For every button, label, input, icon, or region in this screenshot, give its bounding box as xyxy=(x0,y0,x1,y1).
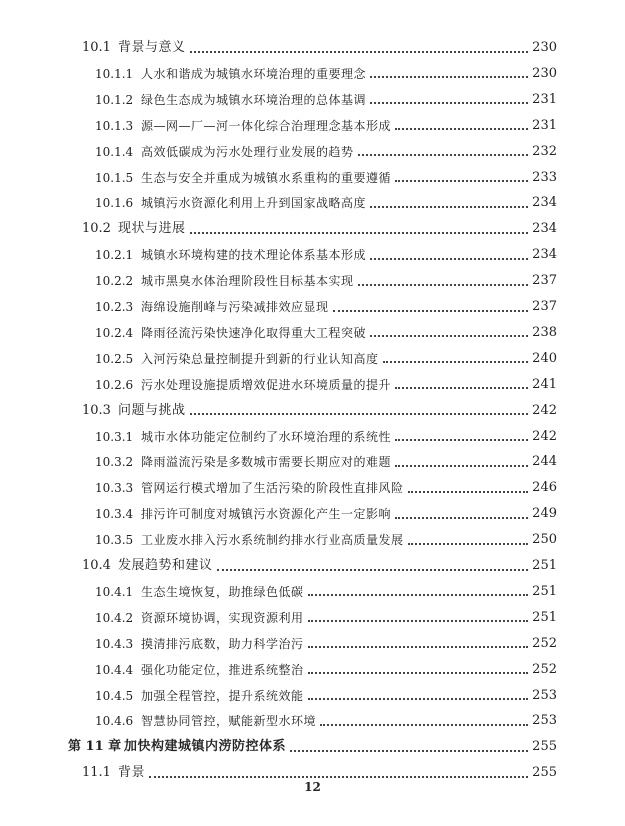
dot-leader xyxy=(358,153,529,156)
toc-entry-number: 10.2.3 xyxy=(95,300,134,314)
toc-entry-title: 人水和谐成为城镇水环境治理的重要理念 xyxy=(141,66,367,81)
toc-entry-number: 10.3 xyxy=(82,402,111,418)
toc-entry-title: 城市黑臭水体治理阶段性目标基本实现 xyxy=(141,274,354,289)
toc-entry-number: 10.4.6 xyxy=(95,714,134,729)
toc-entry-number: 11.1 xyxy=(82,765,111,781)
toc-entry-title: 生态生境恢复，助推绿色低碳 xyxy=(141,584,304,599)
toc-entry-page: 234 xyxy=(532,195,557,211)
toc-entry-number: 10.3.5 xyxy=(95,533,134,548)
toc-entry-title: 加强全程管控，提升系统效能 xyxy=(141,688,304,703)
toc-entry-section[interactable] xyxy=(82,37,557,59)
toc-entry-page: 231 xyxy=(532,91,557,107)
toc-entry-number: 10.4.1 xyxy=(95,584,134,599)
toc-entry-sub[interactable] xyxy=(95,633,557,655)
dot-leader xyxy=(149,775,528,778)
toc-entry-title: 城市水体功能定位制约了水环境治理的系统性 xyxy=(141,429,392,444)
toc-entry-sub[interactable] xyxy=(95,581,557,603)
toc-entry-number: 10.3.3 xyxy=(95,481,134,496)
dot-leader xyxy=(395,516,528,519)
toc-entry-title: 污水处理设施提质增效促进水环境质量的提升 xyxy=(141,377,392,392)
toc-entry-number: 10.4.2 xyxy=(95,610,134,625)
toc-entry-number: 10.2.1 xyxy=(95,248,134,263)
dot-leader xyxy=(358,283,529,286)
toc-entry-sub[interactable] xyxy=(95,63,557,85)
dot-leader xyxy=(408,542,529,545)
toc-entry-sub[interactable] xyxy=(95,659,557,681)
toc-entry-title: 排污许可制度对城镇污水资源化产生一定影响 xyxy=(141,507,392,522)
dot-leader xyxy=(333,309,529,312)
toc-entry-sub[interactable] xyxy=(95,115,557,137)
dot-leader xyxy=(308,593,529,596)
toc-entry-sub[interactable] xyxy=(95,296,557,318)
toc-entry-page: 249 xyxy=(532,506,557,522)
toc-entry-title: 高效低碳成为污水处理行业发展的趋势 xyxy=(141,144,354,159)
toc-entry-page: 244 xyxy=(532,454,557,470)
dot-leader xyxy=(395,127,528,130)
dot-leader xyxy=(217,568,529,571)
toc-entry-page: 252 xyxy=(532,661,557,677)
toc-entry-sub[interactable] xyxy=(95,710,557,732)
toc-entry-sub[interactable] xyxy=(95,167,557,189)
dot-leader xyxy=(308,619,529,622)
toc-entry-page: 232 xyxy=(532,143,557,159)
toc-entry-title: 背景 xyxy=(118,765,146,781)
toc-entry-sub[interactable] xyxy=(95,192,557,214)
toc-entry-number: 10.3.4 xyxy=(95,507,134,522)
toc-entry-sub[interactable] xyxy=(95,426,557,448)
toc-entry-page: 253 xyxy=(532,713,557,729)
toc-entry-title: 强化功能定位，推进系统整治 xyxy=(141,662,304,677)
toc-entry-page: 253 xyxy=(532,687,557,703)
toc-entry-title: 问题与挑战 xyxy=(118,402,186,418)
toc-entry-number: 10.3.1 xyxy=(95,429,134,444)
toc-entry-number: 10.4.5 xyxy=(95,688,134,703)
toc-entry-page: 251 xyxy=(532,558,557,573)
dot-leader xyxy=(370,205,528,208)
toc-entry-title: 城镇污水资源化利用上升到国家战略高度 xyxy=(141,196,367,211)
toc-entry-page: 251 xyxy=(532,583,557,599)
dot-leader xyxy=(190,50,529,53)
toc-entry-page: 230 xyxy=(532,40,557,55)
toc-entry-page: 250 xyxy=(532,532,557,548)
dot-leader xyxy=(190,412,529,415)
toc-entry-title: 源—网—厂—河一体化综合治理理念基本形成 xyxy=(141,118,392,133)
toc-entry-sub[interactable] xyxy=(95,685,557,707)
toc-entry-number: 10.1.4 xyxy=(95,144,134,159)
toc-entry-number: 10.4.3 xyxy=(95,636,134,651)
toc-entry-title: 海绵设施削峰与污染减排效应显现 xyxy=(141,300,329,314)
dot-leader xyxy=(395,438,528,441)
toc-entry-number: 10.4 xyxy=(82,558,111,573)
toc-entry-title: 加快构建城镇内涝防控体系 xyxy=(124,739,287,755)
toc-entry-number: 10.1.2 xyxy=(95,92,134,107)
toc-entry-sub[interactable] xyxy=(95,477,557,499)
page-number: 12 xyxy=(304,780,321,794)
toc-entry-number: 10.2.4 xyxy=(95,325,134,340)
dot-leader xyxy=(395,179,528,182)
toc-entry-number: 10.4.4 xyxy=(95,662,134,677)
toc-entry-page: 231 xyxy=(532,117,557,133)
toc-entry-chapter[interactable] xyxy=(68,736,557,758)
toc-entry-section[interactable] xyxy=(82,400,557,422)
dot-leader xyxy=(308,697,529,700)
toc-entry-sub[interactable] xyxy=(95,503,557,525)
toc-entry-sub[interactable] xyxy=(95,244,557,266)
toc-entry-page: 252 xyxy=(532,635,557,651)
toc-entry-page: 238 xyxy=(532,324,557,340)
toc-entry-page: 242 xyxy=(532,402,557,418)
toc-entry-number: 10.1.5 xyxy=(95,170,134,185)
dot-leader xyxy=(395,386,528,389)
dot-leader xyxy=(370,334,528,337)
dot-leader xyxy=(370,101,528,104)
toc-entry-title: 资源环境协调，实现资源利用 xyxy=(141,610,304,625)
toc-entry-page: 234 xyxy=(532,247,557,263)
dot-leader xyxy=(290,749,528,752)
dot-leader xyxy=(308,645,529,648)
toc-entry-section[interactable] xyxy=(82,218,557,240)
toc-entry-page: 251 xyxy=(532,609,557,625)
toc-entry-title: 降雨径流污染快速净化取得重大工程突破 xyxy=(141,325,367,340)
toc-entry-page: 233 xyxy=(532,169,557,185)
toc-entry-number: 10.1.6 xyxy=(95,196,134,211)
toc-entry-number: 10.1 xyxy=(82,40,111,55)
toc-entry-title: 入河污染总量控制提升到新的行业认知高度 xyxy=(141,351,379,366)
toc-entry-page: 237 xyxy=(532,273,557,289)
toc-entry-page: 230 xyxy=(532,65,557,81)
toc-entry-sub[interactable] xyxy=(95,529,557,551)
toc-entry-sub[interactable] xyxy=(95,451,557,473)
toc-entry-number: 10.2 xyxy=(82,221,111,237)
toc-entry-page: 237 xyxy=(532,299,557,314)
toc-entry-title: 管网运行模式增加了生活污染的阶段性直排风险 xyxy=(141,481,404,496)
dot-leader xyxy=(320,723,528,726)
dot-leader xyxy=(395,464,528,467)
toc-entry-page: 242 xyxy=(532,428,557,444)
toc-entry-sub[interactable] xyxy=(95,374,557,396)
dot-leader xyxy=(408,490,529,493)
dot-leader xyxy=(383,360,529,363)
toc-entry-number: 10.3.2 xyxy=(95,455,134,470)
toc-entry-title: 发展趋势和建议 xyxy=(118,558,213,573)
dot-leader xyxy=(308,671,529,674)
toc-entry-page: 234 xyxy=(532,221,557,237)
toc-entry-sub[interactable] xyxy=(95,270,557,292)
toc-entry-number: 10.1.1 xyxy=(95,66,134,81)
toc-entry-title: 智慧协同管控，赋能新型水环境 xyxy=(141,714,317,729)
toc-entry-title: 工业废水排入污水系统制约排水行业高质量发展 xyxy=(141,533,404,548)
toc-entry-sub[interactable] xyxy=(95,89,557,111)
toc-entry-page: 255 xyxy=(532,739,557,755)
toc-entry-number: 10.2.6 xyxy=(95,377,134,392)
toc-entry-title: 生态与安全并重成为城镇水系重构的重要遵循 xyxy=(141,170,392,185)
toc-entry-number: 10.2.5 xyxy=(95,351,134,366)
toc-entry-page: 255 xyxy=(532,765,557,781)
toc-entry-number: 第 11 章 xyxy=(68,739,122,755)
toc-entry-section[interactable] xyxy=(82,555,557,577)
toc-entry-page: 240 xyxy=(532,350,557,366)
toc-entry-sub[interactable] xyxy=(95,141,557,163)
toc-entry-number: 10.2.2 xyxy=(95,274,134,289)
toc-entry-title: 背景与意义 xyxy=(118,40,186,55)
toc-entry-title: 现状与进展 xyxy=(118,221,186,237)
toc-entry-page: 246 xyxy=(532,480,557,496)
toc-entry-sub[interactable] xyxy=(95,348,557,370)
dot-leader xyxy=(370,75,528,78)
toc-entry-title: 摸清排污底数，助力科学治污 xyxy=(141,636,304,651)
toc-entry-title: 降雨溢流污染是多数城市需要长期应对的难题 xyxy=(141,455,392,470)
dot-leader xyxy=(370,257,528,260)
toc-entry-title: 城镇水环境构建的技术理论体系基本形成 xyxy=(141,248,367,263)
toc-entry-sub[interactable] xyxy=(95,607,557,629)
toc-entry-sub[interactable] xyxy=(95,322,557,344)
toc-entry-number: 10.1.3 xyxy=(95,118,134,133)
toc-entry-page: 241 xyxy=(532,376,557,392)
toc-entry-title: 绿色生态成为城镇水环境治理的总体基调 xyxy=(141,92,367,107)
dot-leader xyxy=(190,231,529,234)
